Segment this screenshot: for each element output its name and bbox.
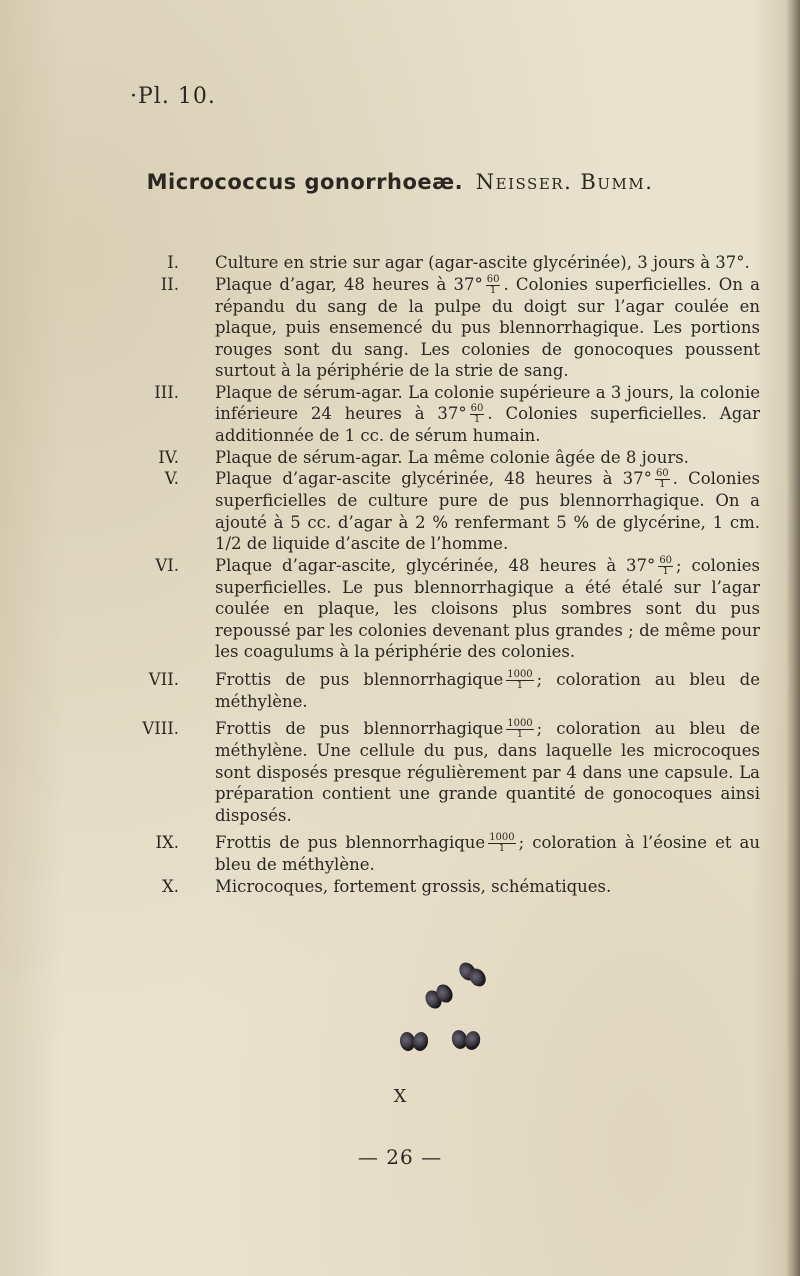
legend-entry xyxy=(140,669,760,713)
entry-number: II. xyxy=(160,274,179,294)
entry-text: Plaque d’agar-ascite, glycérinée, 48 heures à 37° $\frac{60}{1}$ ; colonies superficielles. Le pus blennorrhagique a été étalé sur l’agar coulée en plaque, les cloisons plus sombres sont du pus repoussé par les colonies devenant plus grandes ; de même pour les coagulums à la périphérie des colonies. xyxy=(215,554,760,661)
legend-entry xyxy=(140,447,760,469)
legend-entry xyxy=(140,718,760,826)
coccus-shape xyxy=(411,1031,429,1052)
magnification-fraction: $\frac{60}{1}$ xyxy=(470,403,484,425)
magnification-fraction: $\frac{1000}{1}$ xyxy=(489,832,515,854)
species-name: Micrococcus gonorrhoeæ. xyxy=(146,170,464,194)
magnification-fraction: $\frac{60}{1}$ xyxy=(655,468,669,490)
entry-text: Frottis de pus blennorrhagique $\frac{1000}{1}$ ; coloration à l’éosine et au bleu de méthylène. xyxy=(215,832,760,874)
entry-number: VI. xyxy=(155,555,179,575)
legend-entry xyxy=(140,555,760,663)
entry-text: Frottis de pus blennorrhagique $\frac{1000}{1}$ ; coloration au bleu de méthylène. xyxy=(215,668,760,711)
legend-entry xyxy=(140,876,760,898)
entry-text: Plaque de sérum-agar. La même colonie âgée de 8 jours. xyxy=(215,447,689,467)
micrococci-illustration xyxy=(392,958,502,1058)
entry-text: Plaque d’agar-ascite glycérinée, 48 heures à 37° $\frac{60}{1}$ . Colonies superficielles de culture pure de pus blennorrhagique. On a ajouté à 5 cc. d’agar à 2 % renfermant 5 % de glycérine, 1 cm. 1/2 de liquide d’ascite de l’homme. xyxy=(215,468,761,553)
entry-number: IX. xyxy=(155,833,179,852)
plate-legend xyxy=(140,252,760,897)
entry-number: VII. xyxy=(148,669,179,689)
entry-number: VIII. xyxy=(142,719,179,738)
page-number: — 26 — xyxy=(357,1145,443,1169)
figure-label: X xyxy=(393,1086,407,1107)
legend-entry xyxy=(140,382,760,447)
magnification-fraction: $\frac{60}{1}$ xyxy=(486,273,500,296)
authors: Neisser. Bumm. xyxy=(475,170,654,194)
magnification-fraction: $\frac{1000}{1}$ xyxy=(507,718,533,740)
entry-text: Culture en strie sur agar (agar-ascite glycérinée), 3 jours à 37°. xyxy=(215,253,750,272)
entry-text: Plaque de sérum-agar. La colonie supérieure a 3 jours, la colonie inférieure 24 heures à 37° $\frac{60}{1}$ . Colonies superficielles. Agar additionnée de 1 cc. de sérum humain. xyxy=(215,382,760,445)
entry-number: IV. xyxy=(158,447,179,467)
magnification-fraction: $\frac{60}{1}$ xyxy=(659,554,673,577)
entry-text: Frottis de pus blennorrhagique $\frac{1000}{1}$ ; coloration au bleu de méthylène. Une cellule du pus, dans laquelle les microcoques sont disposés presque régulièrement par 4 dans une capsule. La préparation contient une grande quantité de gonocoques ainsi disposés. xyxy=(215,718,760,825)
entry-text: Microcoques, fortement grossis, schématiques. xyxy=(215,876,612,896)
entry-text: Plaque d’agar, 48 heures à 37° $\frac{60}{1}$ . Colonies superficielles. On a répandu du sang de la pulpe du doigt sur l’agar coulée en plaque, puis ensemencé du pus blennorrhagique. Les portions rouges sont du sang. Les colonies de gonocoques poussent surtout à la périphérie de la strie de sang. xyxy=(215,273,760,380)
entry-number: X. xyxy=(162,876,179,896)
legend-entry xyxy=(140,468,760,555)
magnification-fraction: $\frac{1000}{1}$ xyxy=(507,668,533,691)
legend-entry xyxy=(140,274,760,382)
entry-number: III. xyxy=(154,382,179,402)
entry-number: I. xyxy=(167,253,179,272)
coccus-shape xyxy=(463,1029,482,1051)
entry-number: V. xyxy=(164,469,179,488)
legend-entry xyxy=(140,252,760,274)
legend-entry xyxy=(140,832,760,876)
page-title xyxy=(0,170,800,194)
plate-label: ·Pl. 10. xyxy=(130,84,216,109)
